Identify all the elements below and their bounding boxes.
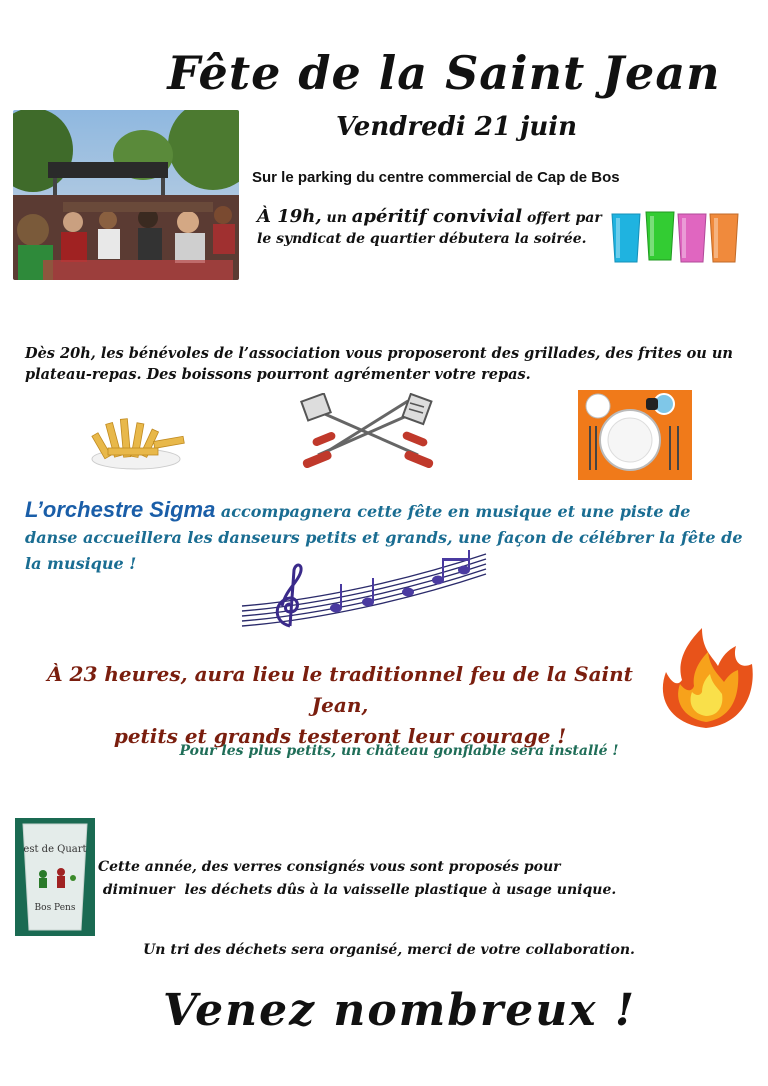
- aperitif-time: À 19h,: [257, 206, 322, 227]
- crowd-photo: [13, 110, 239, 280]
- fries-icon: [88, 393, 192, 473]
- closing-title: Venez nombreux !: [163, 985, 637, 1036]
- flame-icon: [652, 624, 760, 732]
- cup-label-bottom: Bos Pens: [34, 903, 76, 913]
- fire-paragraph: [20, 659, 660, 752]
- place-setting-icon: [578, 390, 692, 480]
- colored-cups-icon: [608, 210, 768, 266]
- dinner-paragraph: Dès 20h, les bénévoles de l’association vous proposeront des grillades, des frites ou un plateau-repas. Des boissons pourront agrémenter votre repas.: [25, 345, 733, 383]
- aperitif-highlight: apéritif convivial: [351, 206, 523, 227]
- glasses-paragraph: [98, 856, 698, 902]
- location-text: Sur le parking du centre commercial de Cap de Bos: [252, 169, 620, 186]
- event-date: Vendredi 21 juin: [336, 112, 578, 142]
- aperitif-paragraph: [257, 206, 602, 250]
- orchestra-name: L’orchestre Sigma: [25, 497, 216, 522]
- grill-tools-icon: [298, 393, 438, 473]
- waste-sorting-text: Un tri des déchets sera organisé, merci de votre collaboration.: [143, 942, 635, 958]
- fire-line-2: petits et grands testeront leur courage !: [113, 724, 567, 748]
- aperitif-rest: offert par le syndicat de quartier débutera la soirée.: [257, 210, 602, 247]
- glasses-line-2: diminuer les déchets dûs à la vaisselle plastique à usage unique.: [98, 882, 617, 898]
- fire-line-1: À 23 heures, aura lieu le traditionnel feu de la Saint Jean,: [47, 662, 633, 717]
- page-title: Fête de la Saint Jean: [167, 46, 721, 100]
- aperitif-connector: un: [321, 210, 352, 226]
- bouncy-castle-text: Pour les plus petits, un château gonflable sera installé !: [179, 743, 619, 759]
- reusable-cup-photo: [15, 818, 95, 936]
- glasses-line-1: Cette année, des verres consignés vous sont proposés pour: [98, 859, 561, 875]
- music-notes-icon: [238, 550, 490, 630]
- cup-label-top: est de Quart: [23, 844, 87, 855]
- orchestra-text: accompagnera cette fête en musique et une piste de danse accueillera les danseurs petits et grands, une façon de célébrer la fête de la musique !: [25, 502, 743, 573]
